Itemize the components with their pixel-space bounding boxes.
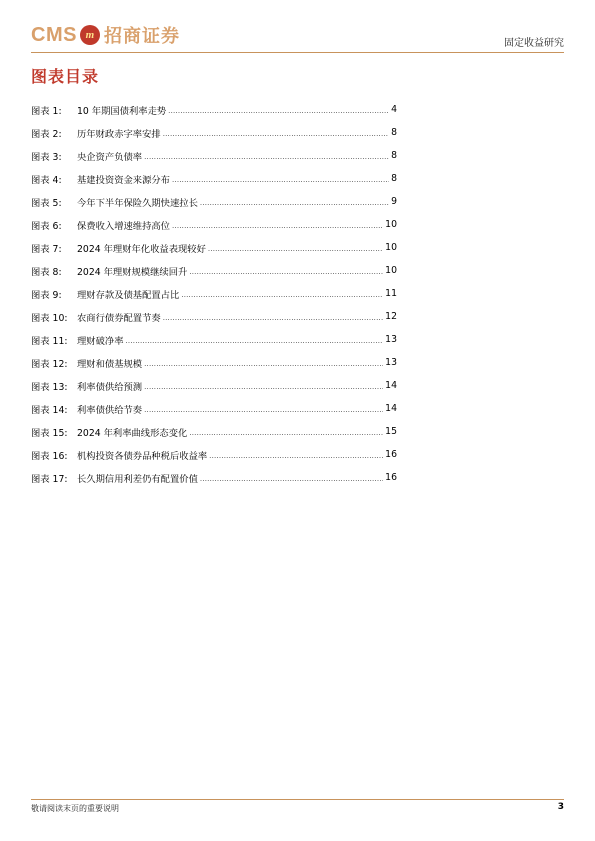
toc-entry[interactable] — [31, 213, 397, 236]
toc-entry-page: 16 — [385, 472, 397, 483]
figure-toc-list — [31, 98, 397, 489]
toc-entry[interactable] — [31, 420, 397, 443]
header-divider — [31, 52, 564, 53]
toc-entry-title: 10 年期国债利率走势 — [77, 105, 167, 117]
footer-disclaimer: 敬请阅读末页的重要说明 — [31, 804, 119, 813]
toc-entry-label: 图表 10: — [31, 312, 68, 324]
toc-entry-title: 2024 年理财规模继续回升 — [77, 266, 188, 278]
logo-latin-text: CMS — [31, 23, 77, 46]
toc-entry-title: 2024 年理财年化收益表现较好 — [77, 243, 206, 255]
toc-entry-label: 图表 3: — [31, 151, 62, 163]
toc-entry-label: 图表 17: — [31, 473, 68, 485]
toc-entry-page: 8 — [391, 150, 397, 161]
toc-entry-title: 理财存款及债基配置占比 — [77, 289, 180, 301]
toc-entry-label: 图表 15: — [31, 427, 68, 439]
toc-entry-title: 历年财政赤字率安排 — [77, 128, 161, 140]
cms-logo — [31, 22, 180, 48]
toc-entry-page: 15 — [385, 426, 397, 437]
toc-entry-page: 14 — [385, 403, 397, 414]
toc-entry-title: 央企资产负债率 — [77, 151, 143, 163]
toc-dot-leader — [209, 452, 383, 460]
toc-entry-title: 利率债供给预测 — [77, 381, 143, 393]
toc-entry-title: 长久期信用利差仍有配置价值 — [77, 473, 198, 485]
toc-entry-label: 图表 13: — [31, 381, 68, 393]
toc-dot-leader — [144, 360, 383, 368]
toc-entry-page: 13 — [385, 357, 397, 368]
toc-dot-leader — [163, 314, 383, 322]
section-label: 固定收益研究 — [504, 38, 564, 49]
toc-dot-leader — [200, 199, 389, 207]
logo-chinese-text: 招商证券 — [103, 26, 180, 47]
toc-entry[interactable] — [31, 259, 397, 282]
toc-entry[interactable] — [31, 397, 397, 420]
toc-entry-label: 图表 1: — [31, 105, 62, 117]
toc-dot-leader — [172, 176, 389, 184]
toc-entry[interactable] — [31, 328, 397, 351]
toc-entry-title: 农商行债券配置节奏 — [77, 312, 161, 324]
toc-dot-leader — [189, 268, 383, 276]
toc-entry-label: 图表 6: — [31, 220, 62, 232]
toc-entry-page: 10 — [385, 242, 397, 253]
footer-divider — [31, 799, 564, 800]
toc-dot-leader — [172, 222, 383, 230]
toc-entry[interactable] — [31, 305, 397, 328]
toc-dot-leader — [168, 107, 389, 115]
toc-entry-page: 11 — [385, 288, 397, 299]
toc-entry-label: 图表 5: — [31, 197, 62, 209]
toc-entry-label: 图表 11: — [31, 335, 68, 347]
toc-title: 图表目录 — [31, 67, 100, 86]
toc-entry[interactable] — [31, 374, 397, 397]
toc-dot-leader — [181, 291, 383, 299]
toc-entry[interactable] — [31, 282, 397, 305]
toc-dot-leader — [144, 383, 383, 391]
toc-entry[interactable] — [31, 167, 397, 190]
toc-dot-leader — [200, 475, 383, 483]
toc-entry[interactable] — [31, 121, 397, 144]
toc-entry-title: 理财和债基规模 — [77, 358, 143, 370]
toc-entry-label: 图表 2: — [31, 128, 62, 140]
toc-dot-leader — [208, 245, 383, 253]
toc-entry-page: 8 — [391, 173, 397, 184]
toc-entry-label: 图表 8: — [31, 266, 62, 278]
toc-entry-title: 理财破净率 — [77, 335, 124, 347]
toc-entry-title: 机构投资各债券品种税后收益率 — [77, 450, 208, 462]
toc-dot-leader — [189, 429, 383, 437]
toc-entry-title: 2024 年利率曲线形态变化 — [77, 427, 188, 439]
toc-entry[interactable] — [31, 190, 397, 213]
toc-entry-page: 16 — [385, 449, 397, 460]
toc-entry-page: 14 — [385, 380, 397, 391]
toc-entry[interactable] — [31, 351, 397, 374]
toc-entry-label: 图表 4: — [31, 174, 62, 186]
toc-entry-label: 图表 12: — [31, 358, 68, 370]
toc-entry-page: 4 — [391, 104, 397, 115]
toc-entry-page: 10 — [385, 265, 397, 276]
toc-entry-label: 图表 7: — [31, 243, 62, 255]
page-header — [31, 20, 564, 54]
toc-dot-leader — [144, 406, 383, 414]
toc-entry-title: 基建投资资金来源分布 — [77, 174, 170, 186]
page-number: 3 — [557, 802, 564, 812]
toc-entry-page: 10 — [385, 219, 397, 230]
toc-entry-page: 13 — [385, 334, 397, 345]
toc-entry-page: 9 — [391, 196, 397, 207]
toc-entry-page: 8 — [391, 127, 397, 138]
toc-entry[interactable] — [31, 466, 397, 489]
toc-entry[interactable] — [31, 98, 397, 121]
toc-dot-leader — [163, 130, 389, 138]
toc-entry-title: 今年下半年保险久期快速拉长 — [77, 197, 198, 209]
toc-dot-leader — [126, 337, 384, 345]
toc-entry[interactable] — [31, 144, 397, 167]
toc-entry-page: 12 — [385, 311, 397, 322]
toc-entry-title: 保费收入增速维持高位 — [77, 220, 170, 232]
toc-entry[interactable] — [31, 236, 397, 259]
logo-badge-icon: m — [80, 25, 100, 45]
toc-entry-label: 图表 9: — [31, 289, 62, 301]
toc-entry[interactable] — [31, 443, 397, 466]
toc-dot-leader — [144, 153, 389, 161]
toc-entry-label: 图表 16: — [31, 450, 68, 462]
toc-entry-title: 利率债供给节奏 — [77, 404, 143, 416]
toc-entry-label: 图表 14: — [31, 404, 68, 416]
